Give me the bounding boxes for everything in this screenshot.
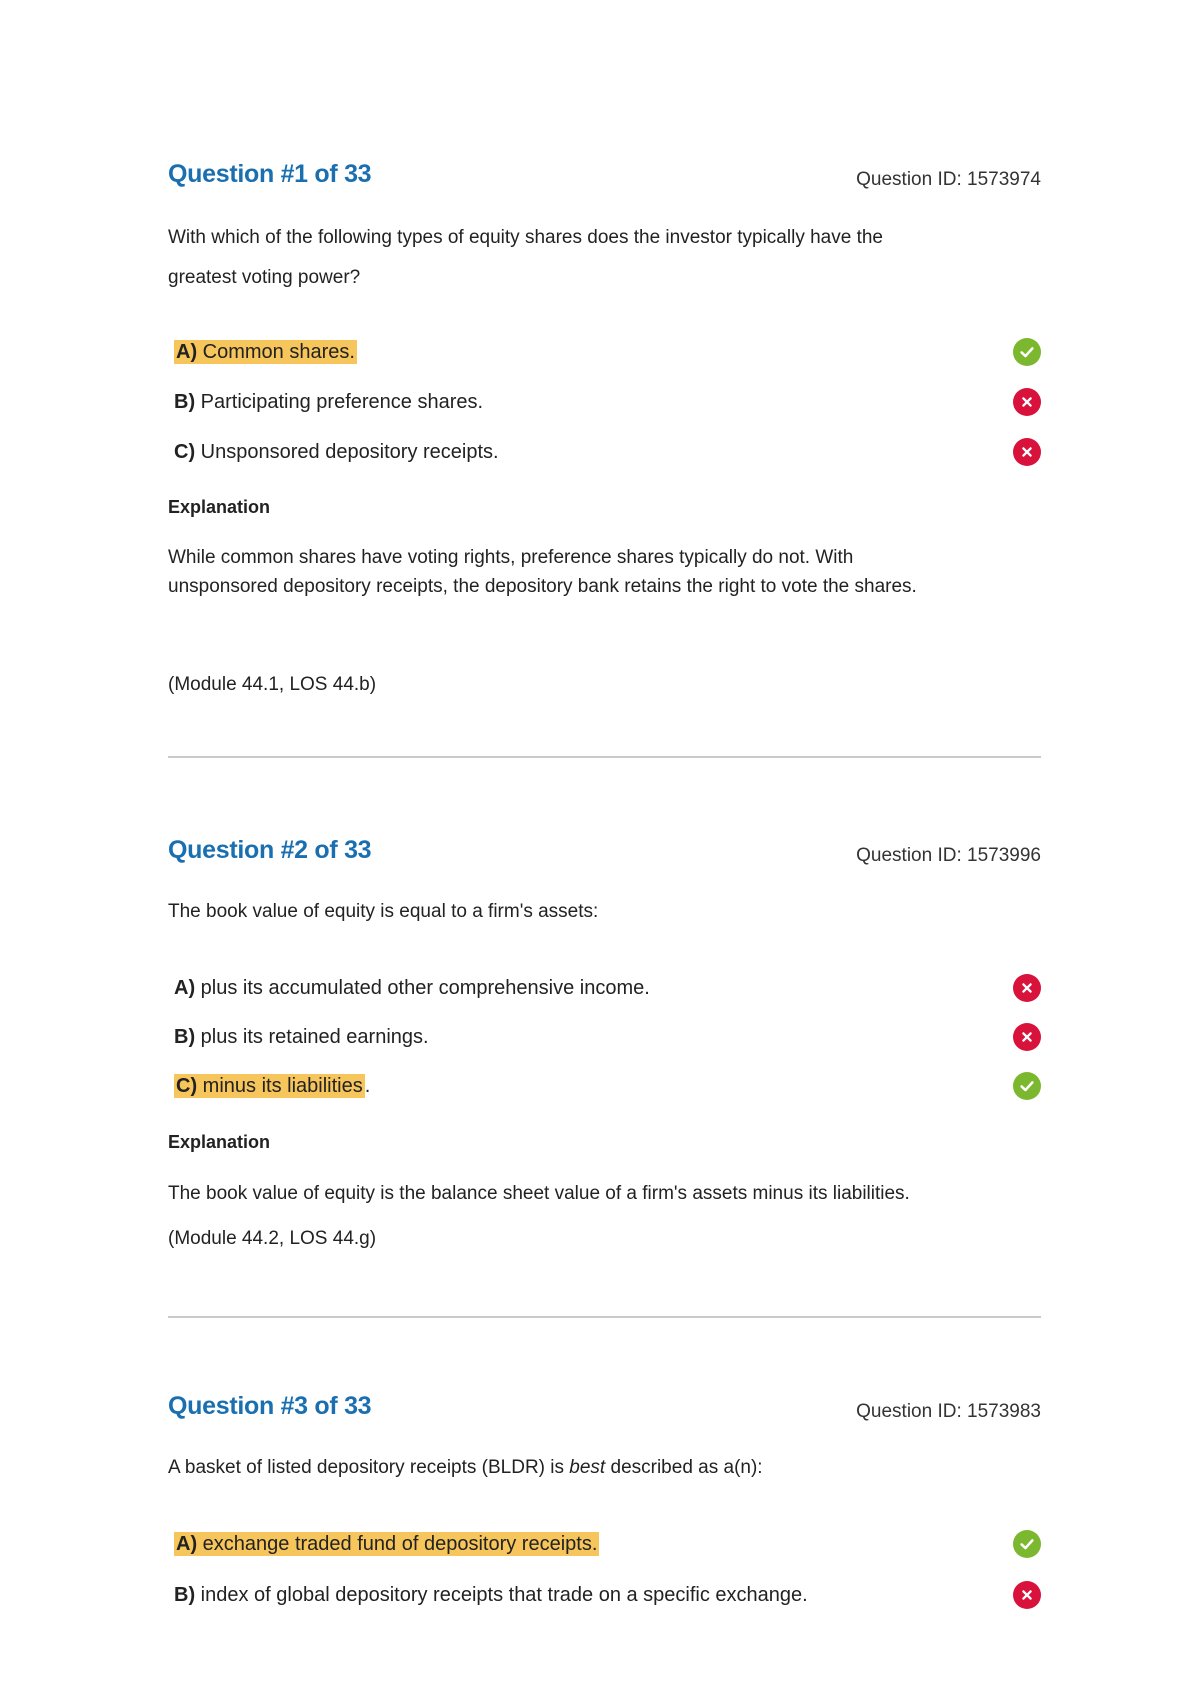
question-id: Question ID: 1573983 (856, 1401, 1041, 1422)
question-id: Question ID: 1573996 (856, 845, 1041, 866)
option-text: exchange traded fund of depository receipts. (202, 1533, 598, 1555)
question-text: The book value of equity is equal to a firm's assets: (168, 901, 599, 922)
option-text: Common shares. (202, 341, 355, 363)
option-text: plus its retained earnings. (200, 1026, 429, 1048)
check-icon (1013, 1530, 1041, 1558)
divider (168, 1316, 1041, 1318)
option-text: Participating preference shares. (200, 391, 484, 413)
answer-option-b[interactable]: B) Participating preference shares. (174, 388, 1041, 422)
reference-text: (Module 44.1, LOS 44.b) (168, 674, 377, 695)
question-block-3 (168, 1392, 1041, 1606)
divider (168, 756, 1041, 758)
x-icon (1013, 1023, 1041, 1051)
x-icon (1013, 388, 1041, 416)
x-icon (1013, 438, 1041, 466)
check-icon (1013, 1072, 1041, 1100)
answer-option-c[interactable]: C) Unsponsored depository receipts. (174, 438, 1041, 472)
answer-option-b[interactable]: B) index of global depository receipts that trade on a specific exchange. (174, 1581, 1041, 1615)
answer-option-a[interactable]: A) Common shares. (174, 338, 1041, 372)
question-header (168, 836, 1041, 876)
option-text: minus its liabilities (202, 1075, 363, 1097)
answer-option-a[interactable]: A) plus its accumulated other comprehensive income. (174, 974, 1041, 1008)
explanation-text: The book value of equity is the balance sheet value of a firm's assets minus its liabilities. (168, 1183, 910, 1204)
explanation-heading: Explanation (168, 497, 271, 517)
question-title: Question #3 of 33 (168, 1392, 372, 1420)
question-title: Question #1 of 33 (168, 160, 372, 188)
explanation-text: While common shares have voting rights, preference shares typically do not. With unsponsored depository receipts, the depository bank retains the right to vote the shares. (168, 547, 917, 597)
question-header (168, 160, 1041, 200)
answer-option-a[interactable]: A) exchange traded fund of depository receipts. (174, 1530, 1041, 1564)
answer-option-b[interactable]: B) plus its retained earnings. (174, 1023, 1041, 1057)
question-text: With which of the following types of equity shares does the investor typically have the greatest voting power? (168, 227, 883, 288)
explanation-heading: Explanation (168, 1132, 271, 1152)
option-text: index of global depository receipts that trade on a specific exchange. (200, 1584, 808, 1606)
question-text: A basket of listed depository receipts (BLDR) is best described as a(n): (168, 1457, 763, 1478)
option-text: Unsponsored depository receipts. (200, 441, 499, 463)
answer-option-c[interactable]: C) minus its liabilities . (174, 1072, 1041, 1106)
question-block-2 (168, 836, 1041, 1249)
question-block-1 (168, 160, 1041, 695)
x-icon (1013, 1581, 1041, 1609)
question-id: Question ID: 1573974 (856, 169, 1041, 190)
question-header (168, 1392, 1041, 1432)
x-icon (1013, 974, 1041, 1002)
reference-text: (Module 44.2, LOS 44.g) (168, 1228, 377, 1249)
check-icon (1013, 338, 1041, 366)
question-title: Question #2 of 33 (168, 836, 372, 864)
option-text: plus its accumulated other comprehensive income. (200, 977, 650, 999)
